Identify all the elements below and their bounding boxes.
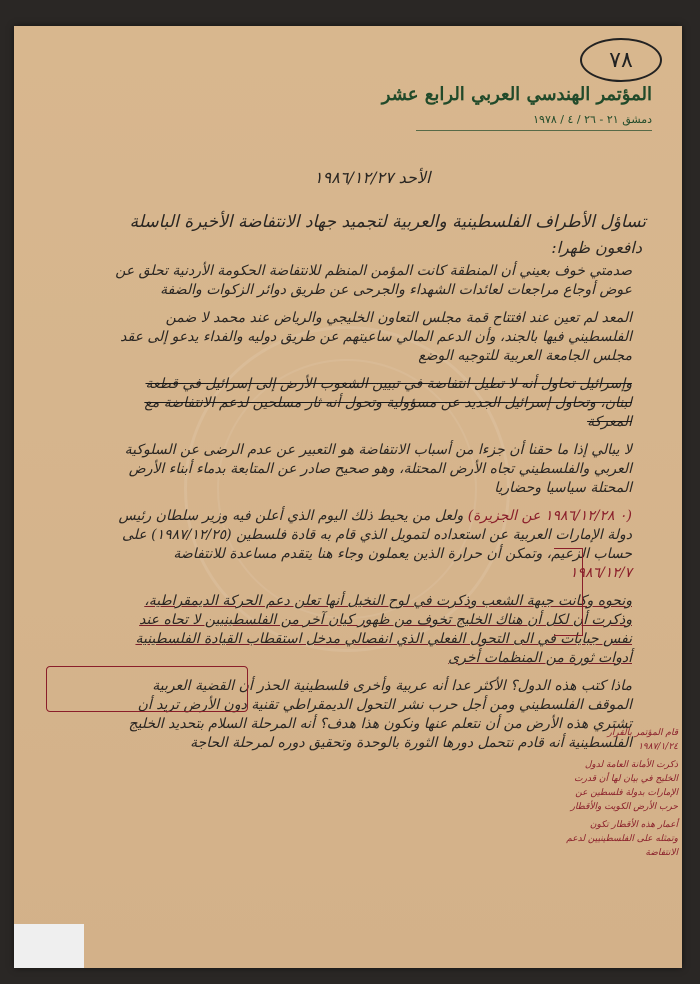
red-date-annotation: ١٩٨٦/١٢/٧ xyxy=(569,565,632,581)
paragraph: وإسرائيل تحاول أنه لا تطيل انتفاضة في تبيين الشعوب الأرض إلى إسرائيل في قطعة لبنان، وتحاول إسرائيل الجديد عن مسؤولية وتحول أنه ثار مسلحين لدعم الانتفاضة مع المعركة xyxy=(144,376,632,430)
letterhead xyxy=(382,84,652,131)
letterhead-rule xyxy=(416,130,652,131)
red-margin-bracket xyxy=(554,548,583,636)
letter-title: تساؤل الأطراف الفلسطينية والعربية لتجميد جهاد الانتفاضة الأخيرة الباسلة xyxy=(129,212,646,232)
letterhead-subtitle: دمشق ٢١ - ٢٦ / ٤ / ١٩٧٨ xyxy=(533,113,652,126)
letterhead-title: المؤتمر الهندسي العربي الرابع عشر xyxy=(381,84,652,105)
margin-note-line: ذكرت الأمانة العامة لدول الخليج في بيان لها أن قدرت الإمارات بدولة فلسطين عن حرب الأرض الكويت والأقطار xyxy=(570,760,678,812)
paragraph: ونحوه وكانت جبهة الشعب وذكرت في لوح النخيل أنها تعلن دعم الحركة الديمقراطية، وذكرت أن لكل أن هناك الخليج تخوف من ظهور كيان آخر من الفلسطينيين لا تحاه عند نفس جبايات في الى التحول الفعلي الذي انفصالي مدخل استقطاب القيادة الفلسطينية أدوات ثورة من المنظمات أخرى xyxy=(135,593,632,666)
document-page xyxy=(14,26,682,968)
margin-note-line: قام المؤتمر بالقرار ١٩٨٧/١/٢٤ xyxy=(607,728,678,752)
margin-note-line: أعمار هذه الأقطار تكون وتمثله على الفلسطينيين لدعم الانتفاضة xyxy=(566,820,678,858)
paragraph: صدمتي خوف بعيني أن المنطقة كانت المؤمن المنظم للانتفاضة الحكومة الأردنية تحلق عن عوض أوجاع مراجعات لعائدات الشهداء والجرحى عن طريق دوائر الزكوات والضفة xyxy=(115,263,632,298)
page-number: ٧٨ xyxy=(580,38,662,82)
paragraph: لا يبالي إذا ما حقنا أن جزءا من أسباب الانتفاضة هو التعبير عن عدم الرضى عن السلوكية العربي والفلسطيني تجاه الأرض المحتلة، وهو صحيح صادر عن المتابعة بدماء أبناء الأرض المحتلة سياسيا وحضاريا xyxy=(124,442,632,496)
letter-date: الأحد ١٩٨٦/١٢/٢٧ xyxy=(314,168,431,187)
letter-salutation: دافعون ظهرا: xyxy=(551,238,642,257)
red-circled-note xyxy=(46,666,248,712)
red-annotation: (٠ ١٩٨٦/١٢/٢٨ عن الجزيرة) xyxy=(467,508,632,524)
paragraph: (٠ ١٩٨٦/١٢/٢٨ عن الجزيرة) ولعل من يحيط ذلك اليوم الذي أعلن فيه وزير سلطان رئيس دولة الإمارات العربية عن استعداده لتمويل الذي قام به قادة فلسطين (١٩٨٧/١٢/٢٥) على حساب الزعيم، وتمكن أن حرارة الذين يعملون وجاء هنا يتقدم مساعدة للانتفاضة ١٩٨٦/١٢/٧ xyxy=(118,508,632,581)
torn-corner xyxy=(14,924,84,968)
paragraph: المعد لم تعين عند افتتاح قمة مجلس التعاون الخليجي والرياض عند محمد لا ضمن الفلسطيني فيها بالجند، وأن الدعم المالي ساعيتهم عن طريق دوليه والفداء يدعو إلى عقد مجلس الجامعة العربية للتوجيه الوضع xyxy=(120,310,632,364)
paragraph: ماذا كتب هذه الدول؟ الأكثر عدا أنه عربية وأخرى فلسطينية الحذر أن القضية العربية الموقف الفلسطيني ومن أجل حرب نشر التحول الديمقراطي تقنية دون الأرض تريد أن تشتري هذه الأرض من أن نتعلم عنها ونكون هذا هدف؟ أنه المرحلة السلام بتحديد الخليج الفلسطينية أنه قادم نتحمل دورها الثورة بالوحدة وتحقيق دوره لمرحلة الحاجة xyxy=(128,678,632,751)
margin-note xyxy=(566,726,678,864)
